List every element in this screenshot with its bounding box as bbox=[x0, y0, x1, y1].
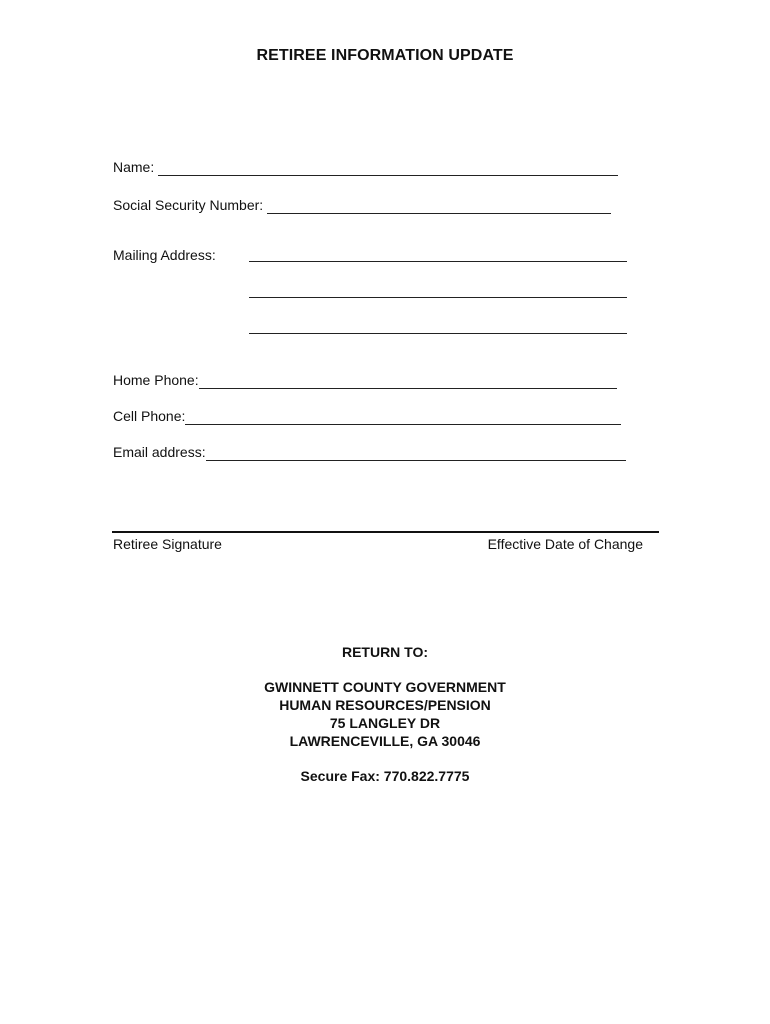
cell-phone-label: Cell Phone: bbox=[113, 408, 186, 424]
retiree-signature-label: Retiree Signature bbox=[113, 536, 222, 552]
mailing-address-line-3[interactable] bbox=[249, 333, 627, 334]
return-address-block bbox=[0, 678, 770, 750]
cell-phone-input-line[interactable] bbox=[185, 410, 621, 425]
mailing-address-field bbox=[113, 246, 216, 264]
cell-phone-field bbox=[113, 407, 621, 425]
form-title: RETIREE INFORMATION UPDATE bbox=[256, 47, 514, 64]
mailing-address-label: Mailing Address: bbox=[113, 247, 216, 263]
return-address-line: HUMAN RESOURCES/PENSION bbox=[279, 697, 491, 713]
name-field bbox=[113, 158, 618, 176]
signature-line[interactable] bbox=[112, 531, 659, 533]
effective-date-label: Effective Date of Change bbox=[487, 536, 643, 552]
email-label: Email address: bbox=[113, 444, 206, 460]
mailing-address-line-2[interactable] bbox=[249, 297, 627, 298]
mailing-address-line-1[interactable] bbox=[249, 261, 627, 262]
ssn-field bbox=[113, 196, 611, 214]
name-label: Name: bbox=[113, 159, 155, 175]
name-input-line[interactable] bbox=[158, 161, 618, 176]
return-to-heading: RETURN TO: bbox=[341, 644, 429, 660]
return-address-line: GWINNETT COUNTY GOVERNMENT bbox=[264, 679, 506, 695]
return-address-line: 75 LANGLEY DR bbox=[329, 715, 441, 731]
email-field bbox=[113, 443, 626, 461]
ssn-label: Social Security Number: bbox=[113, 197, 264, 213]
home-phone-field bbox=[113, 371, 617, 389]
return-address-line: LAWRENCEVILLE, GA 30046 bbox=[289, 733, 481, 749]
secure-fax: Secure Fax: 770.822.7775 bbox=[300, 768, 470, 784]
home-phone-input-line[interactable] bbox=[199, 374, 617, 389]
email-input-line[interactable] bbox=[206, 446, 626, 461]
home-phone-label: Home Phone: bbox=[113, 372, 199, 388]
ssn-input-line[interactable] bbox=[267, 199, 611, 214]
